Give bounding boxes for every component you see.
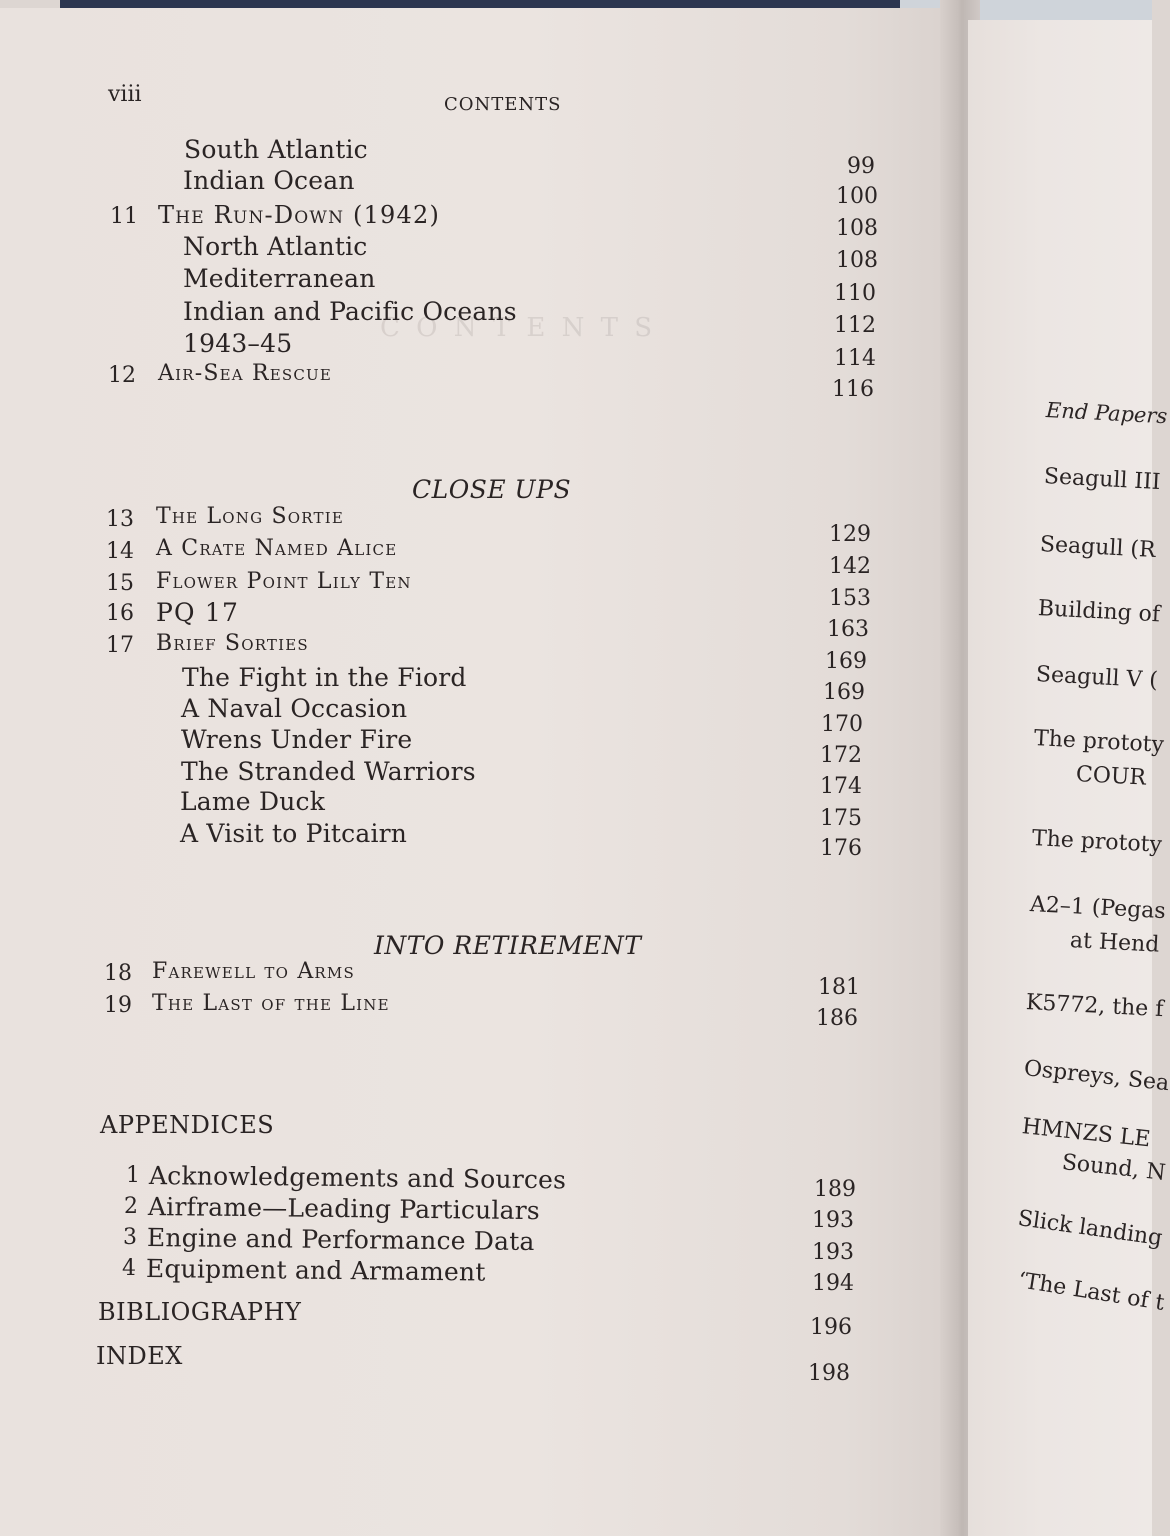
toc-subentry: 1943–45 — [183, 329, 293, 358]
page-number: 112 — [834, 313, 876, 338]
left-page — [0, 8, 958, 1536]
appendix-number: 4 — [122, 1256, 136, 1281]
page-number: 176 — [820, 836, 862, 861]
toc-subentry: A Visit to Pitcairn — [180, 819, 408, 848]
chapter-title: The Long Sortie — [156, 504, 344, 529]
chapter-number: 15 — [106, 571, 134, 596]
chapter-title: Brief Sorties — [156, 631, 309, 656]
chapter-title: The Last of the Line — [152, 991, 390, 1016]
index-entry: INDEX — [96, 1342, 183, 1370]
toc-subentry: The Fight in the Fiord — [182, 663, 467, 692]
page-number: 196 — [810, 1315, 852, 1340]
appendix-number: 3 — [123, 1225, 137, 1250]
appendix-title: Airframe—Leading Particulars — [147, 1192, 541, 1226]
illustration-list-line: A2–1 (Pegas — [1029, 892, 1167, 925]
page-number: 174 — [820, 774, 862, 799]
illustration-list-line: ‘The Last of t — [1016, 1268, 1167, 1316]
page-number: 129 — [829, 522, 871, 547]
illustration-list-line: Ospreys, Sea — [1022, 1056, 1170, 1097]
bibliography-entry: BIBLIOGRAPHY — [98, 1298, 302, 1326]
chapter-title: Farewell to Arms — [152, 959, 355, 984]
page-number: 193 — [812, 1240, 854, 1265]
running-head: CONTENTS — [444, 94, 562, 115]
chapter-number: 19 — [104, 993, 132, 1018]
folio-number: viii — [108, 82, 142, 107]
page-number: 189 — [814, 1177, 856, 1202]
page-number: 99 — [847, 154, 875, 179]
page-number: 163 — [827, 617, 869, 642]
chapter-number: 14 — [106, 539, 134, 564]
appendix-title: Acknowledgements and Sources — [148, 1161, 567, 1195]
page-number: 198 — [808, 1361, 850, 1386]
toc-subentry: South Atlantic — [184, 135, 368, 164]
chapter-number: 16 — [106, 601, 134, 626]
page-number: 186 — [816, 1006, 858, 1031]
chapter-title: A Crate Named Alice — [156, 536, 398, 561]
appendix-number: 2 — [124, 1194, 138, 1219]
toc-subentry: The Stranded Warriors — [181, 757, 476, 786]
page-number: 181 — [818, 975, 860, 1000]
right-page — [968, 20, 1170, 1536]
page-number: 169 — [825, 649, 867, 674]
toc-subentry: Lame Duck — [180, 787, 326, 816]
appendix-title: Engine and Performance Data — [146, 1223, 535, 1257]
page-number: 170 — [821, 712, 863, 737]
illustration-list-line: K5772, the f — [1025, 990, 1165, 1023]
illustration-list-line: End Papers — [1045, 398, 1168, 429]
illustration-list-line: Sound, N — [1060, 1150, 1167, 1186]
chapter-title: PQ 17 — [156, 598, 240, 627]
page-number: 108 — [836, 248, 878, 273]
page-number: 172 — [820, 743, 862, 768]
toc-subentry: Indian Ocean — [183, 166, 355, 195]
chapter-number: 11 — [110, 204, 138, 229]
page-number: 108 — [836, 216, 878, 241]
page-number: 142 — [829, 554, 871, 579]
illustration-list-line: Seagull V ( — [1035, 662, 1159, 694]
page-number: 175 — [820, 806, 862, 831]
illustration-list-line: The prototy — [1031, 826, 1163, 858]
page-number: 116 — [832, 377, 874, 402]
page-number: 114 — [834, 346, 876, 371]
illustration-list-line: Seagull III — [1043, 464, 1162, 496]
page-number: 194 — [812, 1271, 854, 1296]
illustration-list-line: COUR — [1075, 762, 1147, 791]
toc-subentry: Mediterranean — [183, 264, 376, 293]
page-number: 153 — [829, 586, 871, 611]
chapter-title: The Run-Down (1942) — [158, 201, 441, 229]
chapter-title: Flower Point Lily Ten — [156, 569, 412, 594]
appendix-title: Equipment and Armament — [145, 1254, 486, 1287]
appendix-number: 1 — [126, 1163, 140, 1188]
illustration-list-line: Seagull (R — [1039, 532, 1157, 564]
toc-subentry: Indian and Pacific Oceans — [183, 297, 517, 326]
appendices-heading: APPENDICES — [100, 1111, 275, 1139]
toc-subentry: A Naval Occasion — [181, 694, 408, 723]
toc-subentry: North Atlantic — [183, 232, 368, 261]
page-number: 169 — [823, 680, 865, 705]
illustration-list-line: HMNZS LE — [1020, 1114, 1152, 1153]
chapter-number: 18 — [104, 961, 132, 986]
illustration-list-line: Slick landing — [1016, 1206, 1164, 1252]
chapter-number: 17 — [106, 633, 134, 658]
page-number: 110 — [834, 281, 876, 306]
illustration-list-line: at Hend — [1069, 928, 1160, 958]
bleed-through-decoration: C O N T E N T S — [380, 313, 657, 343]
section-heading: INTO RETIREMENT — [374, 931, 642, 960]
page-number: 100 — [836, 184, 878, 209]
chapter-number: 12 — [108, 363, 136, 388]
illustration-list-line: The prototy — [1033, 726, 1165, 758]
toc-subentry: Wrens Under Fire — [181, 725, 413, 754]
page-number: 193 — [812, 1208, 854, 1233]
section-heading: CLOSE UPS — [412, 475, 572, 504]
illustration-list-line: Building of — [1037, 596, 1161, 628]
chapter-number: 13 — [106, 507, 134, 532]
chapter-title: Air-Sea Rescue — [158, 361, 333, 386]
